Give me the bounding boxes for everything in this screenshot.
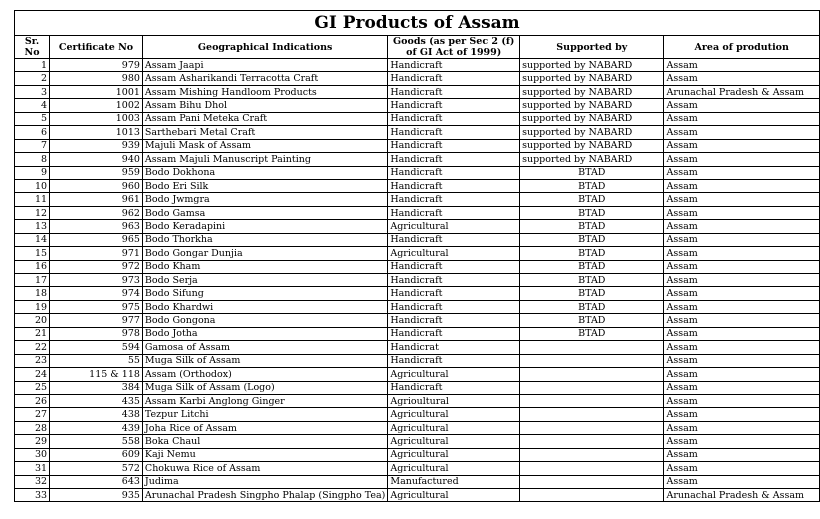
geographical-indication-cell: Gamosa of Assam <box>142 341 387 354</box>
certificate-no-cell: 115 & 118 <box>50 368 143 381</box>
supported-by-cell <box>520 475 664 488</box>
gi-products-table <box>14 10 820 502</box>
area-cell: Assam <box>664 139 820 152</box>
supported-by-cell: supported by NABARD <box>520 72 664 85</box>
goods-cell: Handicraft <box>388 300 520 313</box>
area-cell: Assam <box>664 300 820 313</box>
area-cell: Assam <box>664 448 820 461</box>
area-cell: Assam <box>664 368 820 381</box>
table-row <box>15 421 820 434</box>
area-cell: Assam <box>664 206 820 219</box>
goods-cell: Handicraft <box>388 260 520 273</box>
geographical-indication-cell: Assam Bihu Dhol <box>142 99 387 112</box>
sr-no-cell: 27 <box>15 408 50 421</box>
table-row <box>15 435 820 448</box>
geographical-indication-cell: Bodo Gamsa <box>142 206 387 219</box>
table-row <box>15 394 820 407</box>
geographical-indication-cell: Majuli Mask of Assam <box>142 139 387 152</box>
geographical-indication-cell: Judima <box>142 475 387 488</box>
sr-no-cell: 26 <box>15 394 50 407</box>
sr-no-cell: 10 <box>15 179 50 192</box>
certificate-no-cell: 384 <box>50 381 143 394</box>
certificate-no-cell: 439 <box>50 421 143 434</box>
area-cell: Assam <box>664 260 820 273</box>
area-cell: Assam <box>664 166 820 179</box>
sr-no-cell: 20 <box>15 314 50 327</box>
table-row <box>15 193 820 206</box>
table-row <box>15 153 820 166</box>
geographical-indication-cell: Bodo Dokhona <box>142 166 387 179</box>
goods-cell: Agricultural <box>388 220 520 233</box>
certificate-no-cell: 1002 <box>50 99 143 112</box>
table-row <box>15 126 820 139</box>
certificate-no-cell: 978 <box>50 327 143 340</box>
area-cell: Assam <box>664 354 820 367</box>
geographical-indication-cell: Bodo Serja <box>142 274 387 287</box>
goods-cell: Agricultural <box>388 462 520 475</box>
sr-no-cell: 11 <box>15 193 50 206</box>
table-row <box>15 327 820 340</box>
supported-by-cell: supported by NABARD <box>520 139 664 152</box>
certificate-no-cell: 438 <box>50 408 143 421</box>
certificate-no-cell: 975 <box>50 300 143 313</box>
certificate-no-cell: 980 <box>50 72 143 85</box>
goods-cell: Handicraft <box>388 314 520 327</box>
col-header-sr-no: Sr. No <box>15 36 50 59</box>
geographical-indication-cell: Assam Mishing Handloom Products <box>142 85 387 98</box>
goods-cell: Handicraft <box>388 126 520 139</box>
goods-cell: Agricultural <box>388 247 520 260</box>
sr-no-cell: 17 <box>15 274 50 287</box>
sr-no-cell: 2 <box>15 72 50 85</box>
certificate-no-cell: 572 <box>50 462 143 475</box>
col-header-area: Area of prodution <box>664 36 820 59</box>
table-row <box>15 408 820 421</box>
col-header-certificate-no: Certificate No <box>50 36 143 59</box>
table-row <box>15 220 820 233</box>
geographical-indication-cell: Arunachal Pradesh Singpho Phalap (Singpho Tea) <box>142 489 387 502</box>
certificate-no-cell: 643 <box>50 475 143 488</box>
supported-by-cell: supported by NABARD <box>520 112 664 125</box>
supported-by-cell: BTAD <box>520 247 664 260</box>
table-row <box>15 314 820 327</box>
geographical-indication-cell: Assam Jaapi <box>142 59 387 72</box>
supported-by-cell <box>520 394 664 407</box>
geographical-indication-cell: Chokuwa Rice of Assam <box>142 462 387 475</box>
table-row <box>15 448 820 461</box>
geographical-indication-cell: Bodo Gongar Dunjia <box>142 247 387 260</box>
geographical-indication-cell: Bodo Gongona <box>142 314 387 327</box>
area-cell: Assam <box>664 126 820 139</box>
sr-no-cell: 33 <box>15 489 50 502</box>
area-cell: Assam <box>664 462 820 475</box>
table-row <box>15 99 820 112</box>
goods-cell: Agricultural <box>388 489 520 502</box>
supported-by-cell: BTAD <box>520 274 664 287</box>
goods-cell: Handicraft <box>388 287 520 300</box>
certificate-no-cell: 979 <box>50 59 143 72</box>
sr-no-cell: 30 <box>15 448 50 461</box>
sr-no-cell: 15 <box>15 247 50 260</box>
area-cell: Assam <box>664 287 820 300</box>
supported-by-cell <box>520 341 664 354</box>
sr-no-cell: 31 <box>15 462 50 475</box>
table-row <box>15 462 820 475</box>
geographical-indication-cell: Bodo Kham <box>142 260 387 273</box>
goods-cell: Agricultural <box>388 421 520 434</box>
sr-no-cell: 21 <box>15 327 50 340</box>
goods-cell: Handicraft <box>388 99 520 112</box>
sr-no-cell: 22 <box>15 341 50 354</box>
area-cell: Assam <box>664 72 820 85</box>
sr-no-cell: 3 <box>15 85 50 98</box>
table-row <box>15 166 820 179</box>
supported-by-cell: supported by NABARD <box>520 99 664 112</box>
certificate-no-cell: 55 <box>50 354 143 367</box>
goods-cell: Handicraft <box>388 354 520 367</box>
goods-cell: Agricultural <box>388 368 520 381</box>
supported-by-cell: BTAD <box>520 166 664 179</box>
sr-no-cell: 5 <box>15 112 50 125</box>
certificate-no-cell: 558 <box>50 435 143 448</box>
geographical-indication-cell: Muga Silk of Assam (Logo) <box>142 381 387 394</box>
sr-no-cell: 13 <box>15 220 50 233</box>
area-cell: Assam <box>664 394 820 407</box>
sr-no-cell: 4 <box>15 99 50 112</box>
certificate-no-cell: 940 <box>50 153 143 166</box>
supported-by-cell: BTAD <box>520 206 664 219</box>
sr-no-cell: 9 <box>15 166 50 179</box>
supported-by-cell <box>520 448 664 461</box>
table-row <box>15 206 820 219</box>
sr-no-cell: 25 <box>15 381 50 394</box>
certificate-no-cell: 973 <box>50 274 143 287</box>
geographical-indication-cell: Tezpur Litchi <box>142 408 387 421</box>
supported-by-cell: BTAD <box>520 300 664 313</box>
geographical-indication-cell: Boka Chaul <box>142 435 387 448</box>
goods-cell: Handicraft <box>388 327 520 340</box>
certificate-no-cell: 965 <box>50 233 143 246</box>
sr-no-cell: 12 <box>15 206 50 219</box>
sr-no-cell: 29 <box>15 435 50 448</box>
table-row <box>15 475 820 488</box>
supported-by-cell: supported by NABARD <box>520 126 664 139</box>
goods-cell: Handicraft <box>388 112 520 125</box>
goods-cell: Handicraft <box>388 274 520 287</box>
sr-no-cell: 1 <box>15 59 50 72</box>
geographical-indication-cell: Assam (Orthodox) <box>142 368 387 381</box>
certificate-no-cell: 974 <box>50 287 143 300</box>
supported-by-cell <box>520 462 664 475</box>
table-row <box>15 354 820 367</box>
certificate-no-cell: 1003 <box>50 112 143 125</box>
table-row <box>15 489 820 502</box>
supported-by-cell: BTAD <box>520 314 664 327</box>
supported-by-cell <box>520 489 664 502</box>
sr-no-cell: 7 <box>15 139 50 152</box>
sr-no-cell: 6 <box>15 126 50 139</box>
table-row <box>15 300 820 313</box>
goods-cell: Handicraft <box>388 206 520 219</box>
geographical-indication-cell: Bodo Jwmgra <box>142 193 387 206</box>
goods-cell: Handicraft <box>388 381 520 394</box>
area-cell: Assam <box>664 233 820 246</box>
certificate-no-cell: 963 <box>50 220 143 233</box>
table-row <box>15 368 820 381</box>
col-header-goods: Goods (as per Sec 2 (f) of GI Act of 1999) <box>388 36 520 59</box>
supported-by-cell <box>520 408 664 421</box>
sr-no-cell: 19 <box>15 300 50 313</box>
col-header-geographical-indications: Geographical Indications <box>142 36 387 59</box>
table-row <box>15 274 820 287</box>
supported-by-cell: BTAD <box>520 260 664 273</box>
certificate-no-cell: 977 <box>50 314 143 327</box>
certificate-no-cell: 1001 <box>50 85 143 98</box>
table-row <box>15 287 820 300</box>
table-row <box>15 247 820 260</box>
certificate-no-cell: 962 <box>50 206 143 219</box>
table-row <box>15 233 820 246</box>
geographical-indication-cell: Muga Silk of Assam <box>142 354 387 367</box>
geographical-indication-cell: Bodo Khardwi <box>142 300 387 313</box>
certificate-no-cell: 939 <box>50 139 143 152</box>
certificate-no-cell: 959 <box>50 166 143 179</box>
supported-by-cell: BTAD <box>520 220 664 233</box>
geographical-indication-cell: Kaji Nemu <box>142 448 387 461</box>
table-row <box>15 260 820 273</box>
supported-by-cell: BTAD <box>520 179 664 192</box>
sr-no-cell: 32 <box>15 475 50 488</box>
area-cell: Assam <box>664 59 820 72</box>
area-cell: Assam <box>664 475 820 488</box>
goods-cell: Handicraft <box>388 59 520 72</box>
geographical-indication-cell: Assam Pani Meteka Craft <box>142 112 387 125</box>
area-cell: Assam <box>664 247 820 260</box>
certificate-no-cell: 971 <box>50 247 143 260</box>
goods-cell: Handicraft <box>388 139 520 152</box>
sr-no-cell: 23 <box>15 354 50 367</box>
goods-cell: Agricultural <box>388 435 520 448</box>
area-cell: Arunachal Pradesh & Assam <box>664 489 820 502</box>
certificate-no-cell: 960 <box>50 179 143 192</box>
table-row <box>15 72 820 85</box>
area-cell: Assam <box>664 314 820 327</box>
supported-by-cell: supported by NABARD <box>520 153 664 166</box>
area-cell: Assam <box>664 421 820 434</box>
goods-cell: Handicraft <box>388 153 520 166</box>
geographical-indication-cell: Sarthebari Metal Craft <box>142 126 387 139</box>
goods-cell: Agricultural <box>388 408 520 421</box>
geographical-indication-cell: Bodo Keradapini <box>142 220 387 233</box>
geographical-indication-cell: Assam Karbi Anglong Ginger <box>142 394 387 407</box>
supported-by-cell: BTAD <box>520 287 664 300</box>
goods-cell: Agrioultural <box>388 394 520 407</box>
table-row <box>15 85 820 98</box>
goods-cell: Manufactured <box>388 475 520 488</box>
goods-cell: Agricultural <box>388 448 520 461</box>
supported-by-cell: BTAD <box>520 233 664 246</box>
geographical-indication-cell: Bodo Sifung <box>142 287 387 300</box>
supported-by-cell: supported by NABARD <box>520 85 664 98</box>
sr-no-cell: 16 <box>15 260 50 273</box>
goods-cell: Handicraft <box>388 179 520 192</box>
table-row <box>15 381 820 394</box>
supported-by-cell: supported by NABARD <box>520 59 664 72</box>
geographical-indication-cell: Bodo Jotha <box>142 327 387 340</box>
area-cell: Assam <box>664 220 820 233</box>
table-body <box>15 59 820 502</box>
supported-by-cell <box>520 368 664 381</box>
area-cell: Assam <box>664 153 820 166</box>
area-cell: Assam <box>664 112 820 125</box>
geographical-indication-cell: Joha Rice of Assam <box>142 421 387 434</box>
page-title: GI Products of Assam <box>15 11 820 36</box>
area-cell: Assam <box>664 341 820 354</box>
table-row <box>15 59 820 72</box>
table-row <box>15 179 820 192</box>
area-cell: Assam <box>664 193 820 206</box>
supported-by-cell <box>520 421 664 434</box>
sr-no-cell: 8 <box>15 153 50 166</box>
table-row <box>15 341 820 354</box>
area-cell: Assam <box>664 408 820 421</box>
area-cell: Assam <box>664 99 820 112</box>
certificate-no-cell: 935 <box>50 489 143 502</box>
geographical-indication-cell: Assam Majuli Manuscript Painting <box>142 153 387 166</box>
certificate-no-cell: 594 <box>50 341 143 354</box>
area-cell: Assam <box>664 179 820 192</box>
supported-by-cell: BTAD <box>520 327 664 340</box>
certificate-no-cell: 1013 <box>50 126 143 139</box>
sr-no-cell: 24 <box>15 368 50 381</box>
header-row <box>15 36 820 59</box>
area-cell: Assam <box>664 381 820 394</box>
area-cell: Assam <box>664 435 820 448</box>
area-cell: Assam <box>664 327 820 340</box>
certificate-no-cell: 961 <box>50 193 143 206</box>
goods-cell: Handicraft <box>388 233 520 246</box>
goods-cell: Handicraft <box>388 166 520 179</box>
certificate-no-cell: 972 <box>50 260 143 273</box>
supported-by-cell <box>520 354 664 367</box>
sr-no-cell: 28 <box>15 421 50 434</box>
supported-by-cell <box>520 381 664 394</box>
supported-by-cell <box>520 435 664 448</box>
supported-by-cell: BTAD <box>520 193 664 206</box>
sr-no-cell: 18 <box>15 287 50 300</box>
area-cell: Arunachal Pradesh & Assam <box>664 85 820 98</box>
geographical-indication-cell: Bodo Eri Silk <box>142 179 387 192</box>
certificate-no-cell: 609 <box>50 448 143 461</box>
area-cell: Assam <box>664 274 820 287</box>
certificate-no-cell: 435 <box>50 394 143 407</box>
table-row <box>15 112 820 125</box>
table-row <box>15 139 820 152</box>
goods-cell: Handicraft <box>388 72 520 85</box>
geographical-indication-cell: Bodo Thorkha <box>142 233 387 246</box>
goods-cell: Handicraft <box>388 193 520 206</box>
goods-cell: Handicrat <box>388 341 520 354</box>
sr-no-cell: 14 <box>15 233 50 246</box>
goods-cell: Handicraft <box>388 85 520 98</box>
col-header-supported-by: Supported by <box>520 36 664 59</box>
geographical-indication-cell: Assam Asharikandi Terracotta Craft <box>142 72 387 85</box>
